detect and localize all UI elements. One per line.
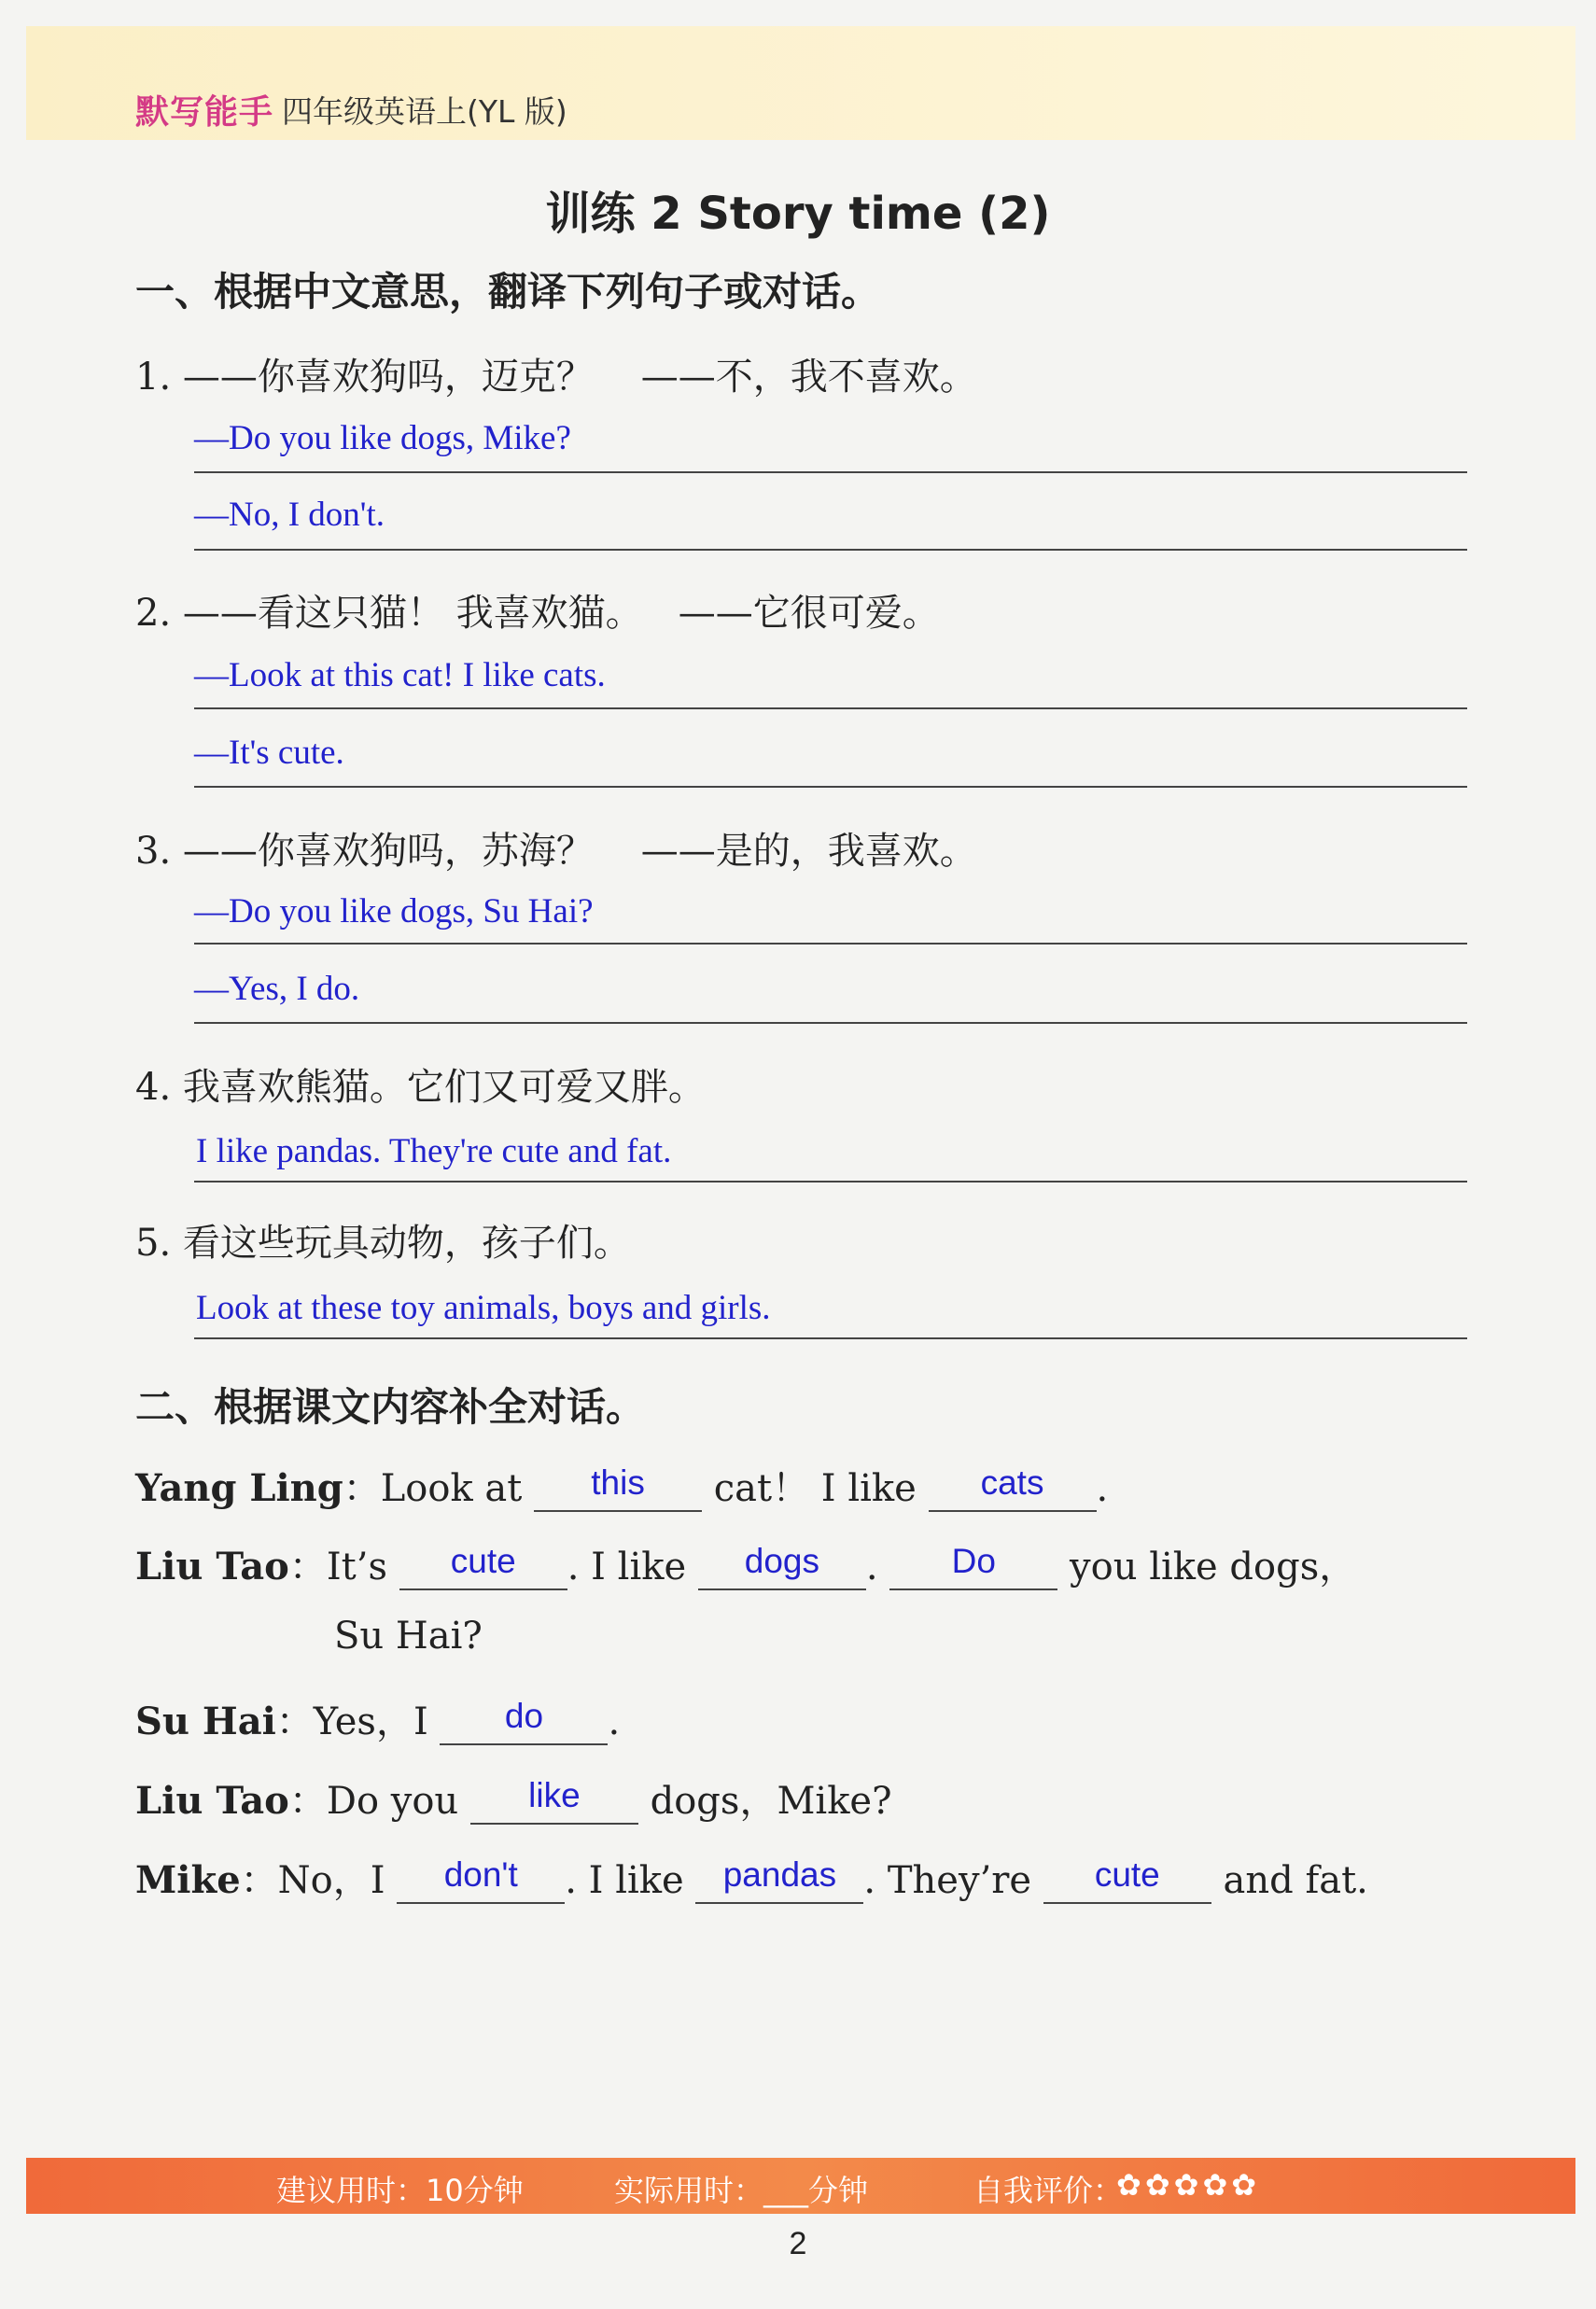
brand-logo: 默写能手 (135, 93, 274, 132)
q3-answer-2: —Yes, I do. (194, 970, 360, 1008)
dialogue-text: . (1096, 1467, 1109, 1510)
answer-line (194, 1022, 1467, 1024)
q3-prompt: 3. ——你喜欢狗吗，苏海？ ——是的，我喜欢。 (135, 830, 977, 873)
dialogue-line-4 (135, 1771, 892, 1825)
dialogue-text: dogs，Mike? (637, 1780, 892, 1823)
dialogue-text: . I like (567, 1546, 687, 1588)
blank-answer: cute (450, 1542, 516, 1580)
dialogue-text: and fat. (1211, 1859, 1368, 1902)
q2-prompt: 2. ——看这只猫！ 我喜欢猫。 ——它很可爱。 (135, 592, 940, 635)
answer-line (194, 1181, 1467, 1182)
dialogue-text: cat！ I like (702, 1467, 917, 1510)
q4-answer: I like pandas. They're cute and fat. (196, 1132, 672, 1170)
fill-blank (929, 1463, 1097, 1512)
answer-line (194, 1337, 1467, 1339)
actual-time: 实际用时：___分钟 (614, 2173, 869, 2208)
speaker-name: Su Hai (135, 1700, 276, 1743)
blank-answer: like (528, 1776, 581, 1814)
fill-blank (470, 1776, 638, 1825)
dialogue-text: . They’re (863, 1859, 1032, 1902)
book-title: 四年级英语上(YL 版) (282, 93, 567, 130)
speaker-name: Mike (135, 1858, 241, 1902)
lesson-title: 训练 2 Story time (2) (545, 188, 1051, 240)
rating-flower-icons: ✿✿✿✿✿ (1116, 2167, 1261, 2203)
dialogue-text: ：No，I (240, 1859, 385, 1902)
fill-blank (399, 1542, 567, 1590)
dialogue-text: you like dogs， (1057, 1546, 1357, 1588)
answer-line (194, 707, 1467, 709)
blank-answer: pandas (722, 1855, 837, 1894)
page-number: 2 (789, 2226, 807, 2261)
suggested-time: 建议用时：10分钟 (276, 2173, 524, 2208)
dialogue-line-2-continued: Su Hai? (334, 1615, 483, 1658)
fill-blank (889, 1542, 1057, 1590)
fill-blank (698, 1542, 866, 1590)
q5-answer: Look at these toy animals, boys and girls. (196, 1289, 771, 1327)
blank-answer: don't (443, 1855, 518, 1894)
blank-answer: dogs (744, 1542, 819, 1580)
blank-answer: cats (980, 1463, 1044, 1502)
q2-answer-1: —Look at this cat! I like cats. (194, 656, 606, 694)
fill-blank (534, 1463, 702, 1512)
q2-answer-2: —It's cute. (194, 734, 344, 772)
dialogue-line-5 (135, 1851, 1368, 1904)
section1-heading: 一、根据中文意思，翻译下列句子或对话。 (135, 269, 881, 315)
dialogue-line-1 (135, 1459, 1108, 1512)
answer-line (194, 549, 1467, 551)
fill-blank (695, 1855, 863, 1904)
dialogue-text: ：Look at (343, 1467, 523, 1510)
answer-line (194, 786, 1467, 788)
answer-line (194, 471, 1467, 473)
dialogue-text: ：Do you (288, 1780, 459, 1823)
fill-blank (397, 1855, 565, 1904)
dialogue-text: . I like (565, 1859, 684, 1902)
self-evaluation-label: 自我评价： (973, 2173, 1124, 2208)
dialogue-text: ：Yes，I (275, 1700, 428, 1743)
blank-answer: do (504, 1697, 544, 1735)
q1-answer-2: —No, I don't. (194, 496, 385, 534)
blank-answer: cute (1094, 1855, 1160, 1894)
q1-prompt: 1. ——你喜欢狗吗，迈克？ ——不，我不喜欢。 (135, 356, 977, 399)
speaker-name: Yang Ling (135, 1466, 343, 1510)
speaker-name: Liu Tao (135, 1545, 289, 1588)
fill-blank (1043, 1855, 1211, 1904)
dialogue-line-2 (135, 1537, 1356, 1590)
q3-answer-1: —Do you like dogs, Su Hai? (194, 892, 594, 931)
q1-answer-1: —Do you like dogs, Mike? (194, 419, 571, 457)
answer-line (194, 943, 1467, 945)
q4-prompt: 4. 我喜欢熊猫。它们又可爱又胖。 (135, 1066, 706, 1109)
q5-prompt: 5. 看这些玩具动物，孩子们。 (135, 1222, 631, 1265)
blank-answer: Do (951, 1542, 996, 1580)
dialogue-text: . (865, 1546, 878, 1588)
speaker-name: Liu Tao (135, 1779, 289, 1823)
dialogue-text: . (608, 1700, 621, 1743)
dialogue-line-3 (135, 1692, 620, 1745)
dialogue-text: ：It’s (288, 1546, 387, 1588)
section2-heading: 二、根据课文内容补全对话。 (135, 1384, 646, 1430)
blank-answer: this (591, 1463, 645, 1502)
fill-blank (440, 1697, 608, 1745)
footer-band (26, 2158, 1575, 2214)
